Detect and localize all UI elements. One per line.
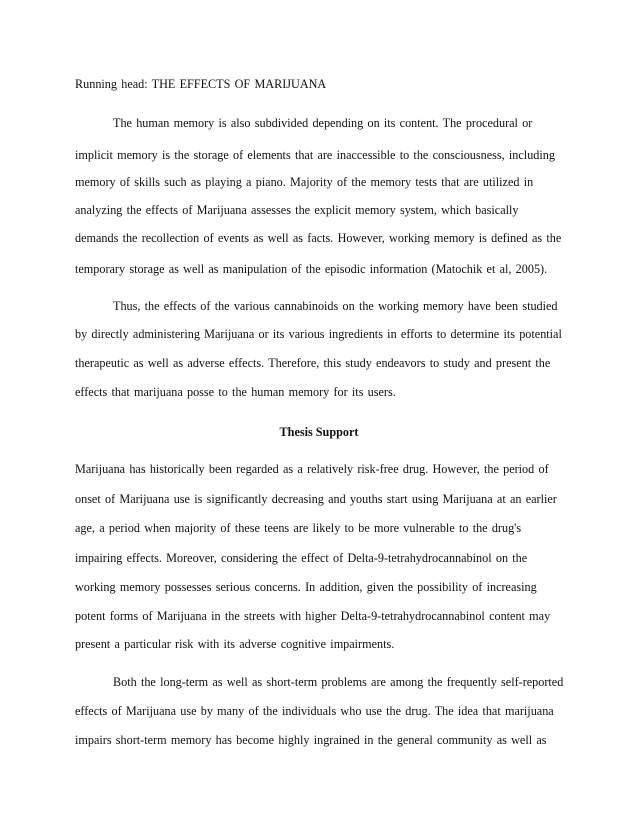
paragraph-2-line-4: effects that marijuana posse to the human memory for its users. <box>75 385 396 399</box>
paragraph-4-line-3: impairs short-term memory has become highly ingrained in the general community as well as <box>75 733 547 747</box>
paragraph-2-line-1: Thus, the effects of the various cannabinoids on the working memory have been studied <box>113 299 558 313</box>
paragraph-3-line-6: potent forms of Marijuana in the streets with higher Delta-9-tetrahydrocannabinol content may <box>75 609 551 623</box>
paragraph-4-line-2: effects of Marijuana use by many of the individuals who use the drug. The idea that marijuana <box>75 704 554 718</box>
paragraph-1-line-2: implicit memory is the storage of elements that are inaccessible to the consciousness, including <box>75 148 555 162</box>
paragraph-1-line-3: memory of skills such as playing a piano. Majority of the memory tests that are utilized in <box>75 175 534 189</box>
paragraph-2-line-3: therapeutic as well as adverse effects. Therefore, this study endeavors to study and present the <box>75 356 551 370</box>
paragraph-1-line-6: temporary storage as well as manipulation of the episodic information (Matochik et al, 2005). <box>75 262 548 276</box>
running-head: Running head: THE EFFECTS OF MARIJUANA <box>75 77 327 91</box>
paragraph-3-line-2: onset of Marijuana use is significantly decreasing and youths start using Marijuana at an earlier <box>75 492 557 506</box>
section-heading: Thesis Support <box>279 425 359 439</box>
paragraph-3-line-4: impairing effects. Moreover, considering the effect of Delta-9-tetrahydrocannabinol on the <box>75 551 528 565</box>
paragraph-3-line-3: age, a period when majority of these teens are likely to be more vulnerable to the drug's <box>75 521 522 535</box>
paragraph-3-line-1: Marijuana has historically been regarded as a relatively risk-free drug. However, the period of <box>75 462 549 476</box>
paragraph-1-line-5: demands the recollection of events as well as facts. However, working memory is defined as the <box>75 231 562 245</box>
paragraph-3-line-7: present a particular risk with its adverse cognitive impairments. <box>75 637 395 651</box>
paragraph-1-line-1: The human memory is also subdivided depending on its content. The procedural or <box>113 116 533 130</box>
paragraph-4-line-1: Both the long-term as well as short-term problems are among the frequently self-reported <box>113 675 564 689</box>
paragraph-3-line-5: working memory possesses serious concerns. In addition, given the possibility of increasing <box>75 580 537 594</box>
paragraph-1-line-4: analyzing the effects of Marijuana assesses the explicit memory system, which basically <box>75 203 519 217</box>
paragraph-2-line-2: by directly administering Marijuana or its various ingredients in efforts to determine its potential <box>75 327 562 341</box>
